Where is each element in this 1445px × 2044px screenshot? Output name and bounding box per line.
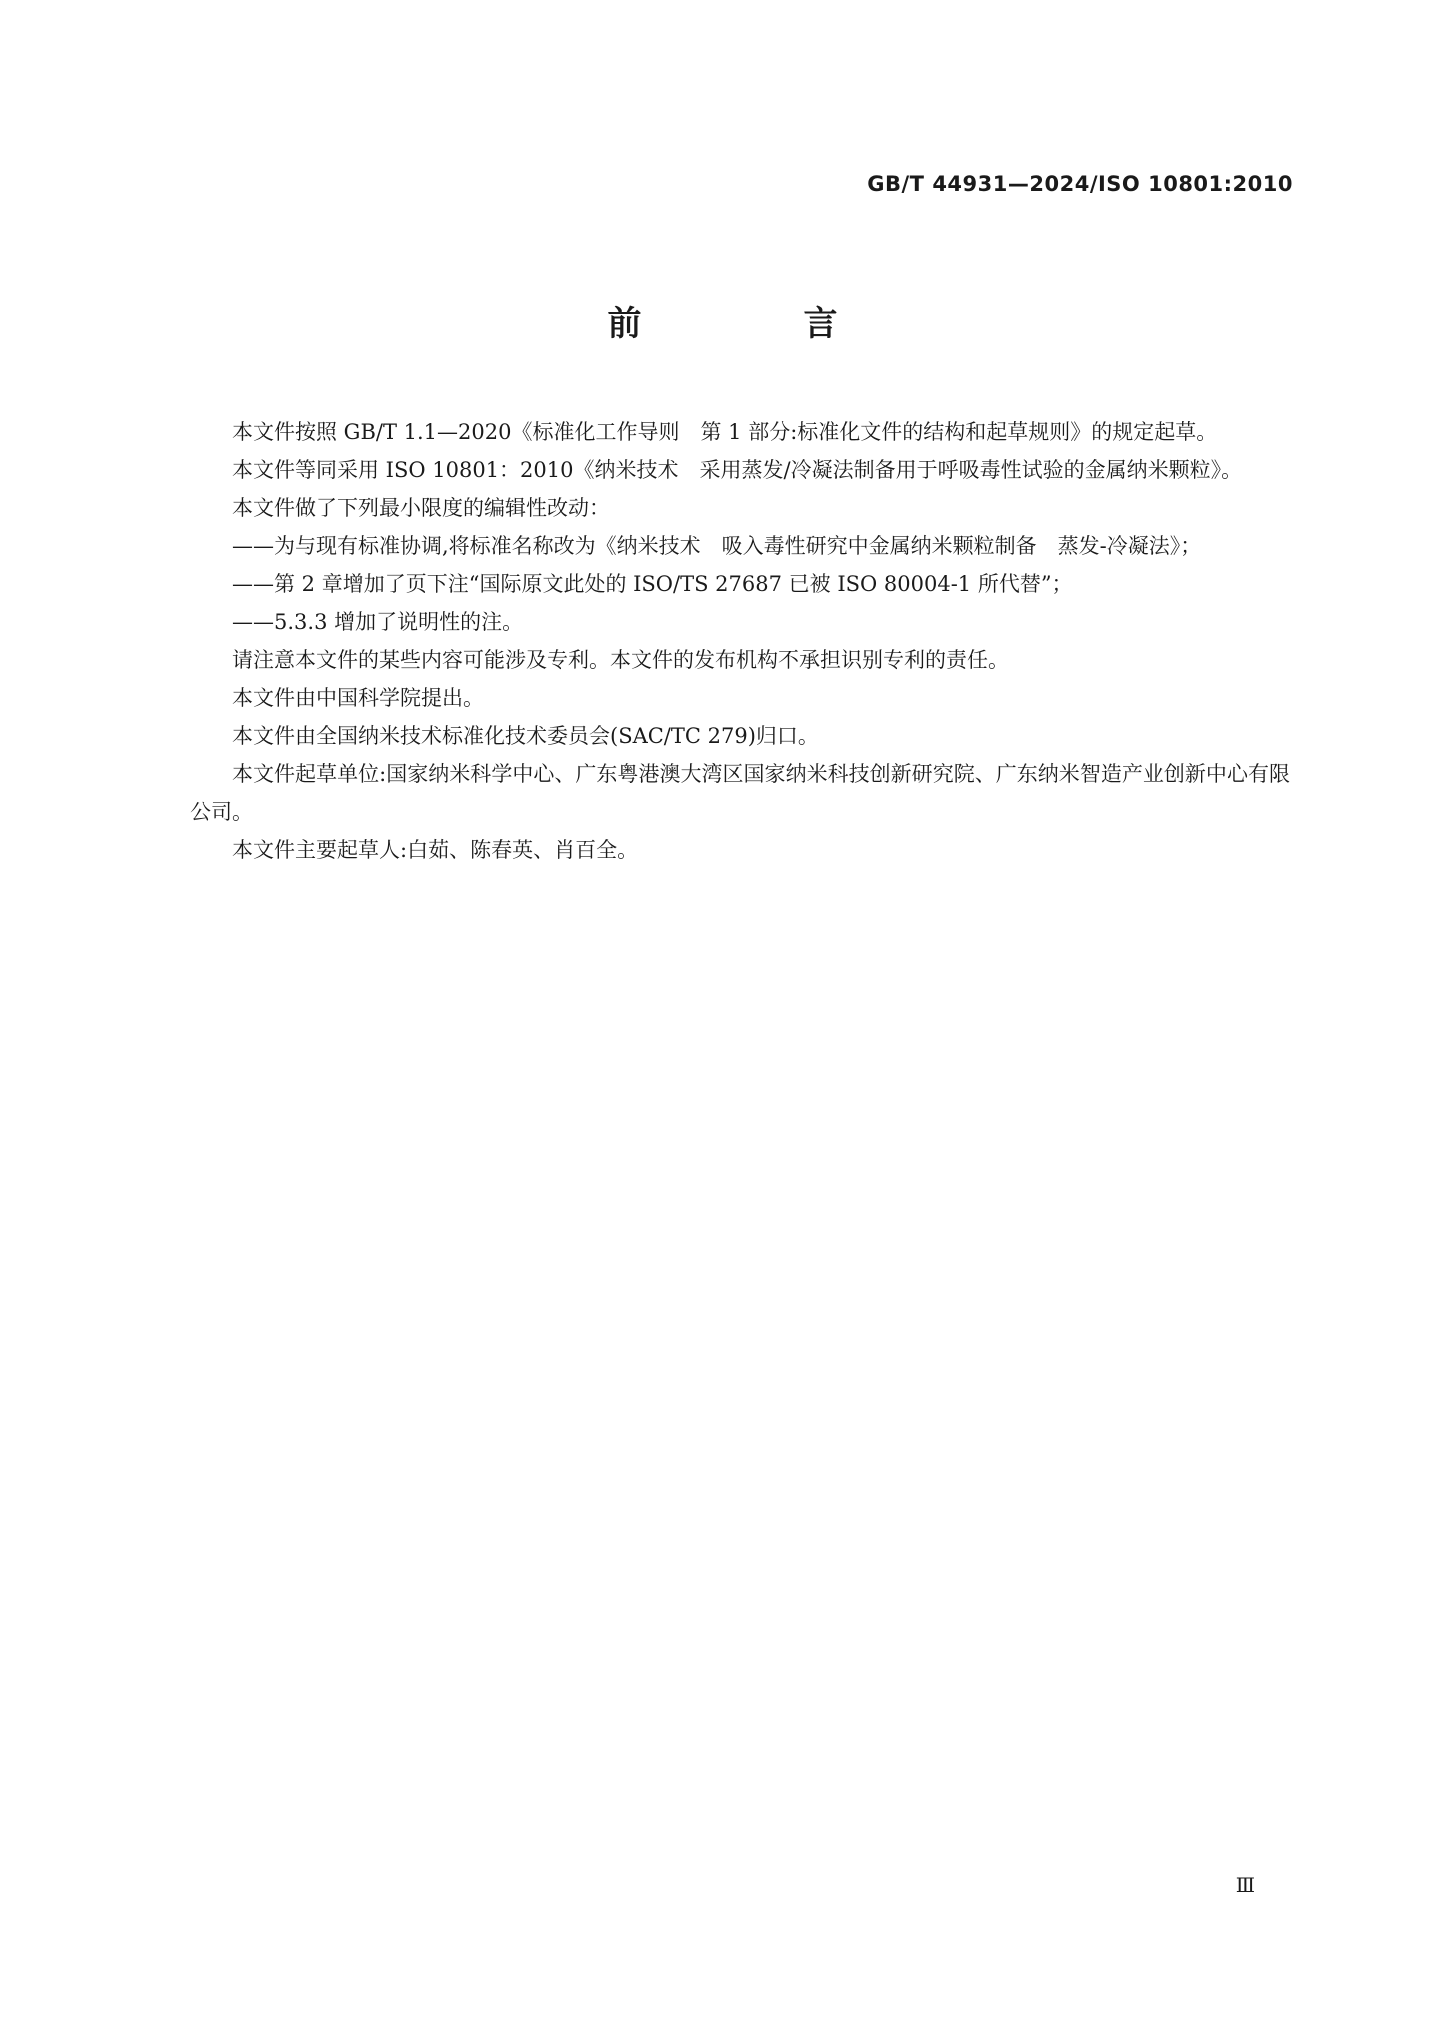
paragraph-patent-notice: 请注意本文件的某些内容可能涉及专利。本文件的发布机构不承担识别专利的责任。	[232, 648, 1009, 672]
paragraph-proposed-by: 本文件由中国科学院提出。	[232, 686, 484, 710]
paragraph-identical-adoption: 本文件等同采用 ISO 10801：2010《纳米技术 采用蒸发/冷凝法制备用于呼吸毒性试验的金属纳米颗粒》。	[232, 458, 1243, 482]
list-item-title-change: ——为与现有标准协调,将标准名称改为《纳米技术 吸入毒性研究中金属纳米颗粒制备 蒸发-冷凝法》；	[232, 534, 1202, 558]
paragraph-drafting-rules: 本文件按照 GB/T 1.1—2020《标准化工作导则 第 1 部分:标准化文件的结构和起草规则》的规定起草。	[232, 420, 1218, 444]
list-item-note-added: ——5.3.3 增加了说明性的注。	[232, 610, 524, 634]
paragraph-editorial-changes-intro: 本文件做了下列最小限度的编辑性改动：	[232, 496, 610, 520]
foreword-body	[190, 413, 1290, 869]
page-title: 前 言	[607, 304, 902, 344]
list-item-footnote-added: ——第 2 章增加了页下注“国际原文此处的 ISO/TS 27687 已被 ISO 80004-1 所代替”；	[232, 572, 1073, 596]
standard-code-header: GB/T 44931—2024/ISO 10801:2010	[867, 172, 1293, 196]
paragraph-drafting-organizations: 本文件起草单位:国家纳米科学中心、广东粤港澳大湾区国家纳米科技创新研究院、广东纳米智造产业创新中心有限公司。	[190, 762, 1290, 824]
paragraph-main-drafters: 本文件主要起草人:白茹、陈春英、肖百全。	[232, 838, 639, 862]
page-number: Ⅲ	[1235, 1873, 1255, 1897]
paragraph-technical-committee: 本文件由全国纳米技术标准化技术委员会(SAC/TC 279)归口。	[232, 724, 819, 748]
